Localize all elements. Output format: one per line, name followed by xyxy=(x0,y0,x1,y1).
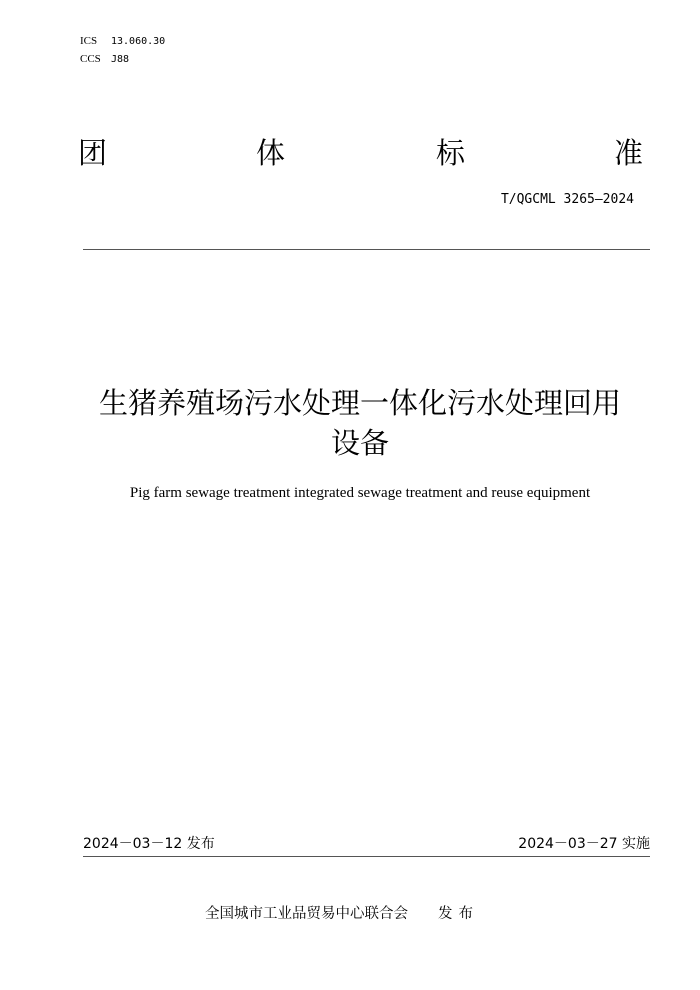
ccs-value: J88 xyxy=(111,54,130,65)
header-divider xyxy=(83,249,650,250)
issuer-action: 发布 xyxy=(438,906,479,922)
issuer xyxy=(205,905,479,923)
standard-type-char-3: 标 xyxy=(436,136,466,170)
standard-type-char-1: 团 xyxy=(78,136,108,170)
issuer-name: 全国城市工业品贸易中心联合会 xyxy=(205,906,408,922)
document-title-english: Pig farm sewage treatment integrated sewage treatment and reuse equipment xyxy=(129,485,591,501)
ics-label: ICS xyxy=(80,35,98,47)
title-line-1: 生猪养殖场污水处理一体化污水处理回用 xyxy=(98,386,621,420)
standard-type-char-2: 体 xyxy=(256,136,286,170)
document-title xyxy=(70,383,650,463)
title-line-2: 设备 xyxy=(330,426,389,460)
ccs-label: CCS xyxy=(80,53,101,65)
standard-type-char-4: 准 xyxy=(614,136,644,170)
implement-date: 2024－03－27 实施 xyxy=(518,836,650,852)
footer-divider xyxy=(83,856,650,857)
publish-date: 2024－03－12 发布 xyxy=(83,836,215,852)
ics-value: 13.060.30 xyxy=(111,36,166,47)
standard-code: T/QGCML 3265—2024 xyxy=(500,192,634,207)
